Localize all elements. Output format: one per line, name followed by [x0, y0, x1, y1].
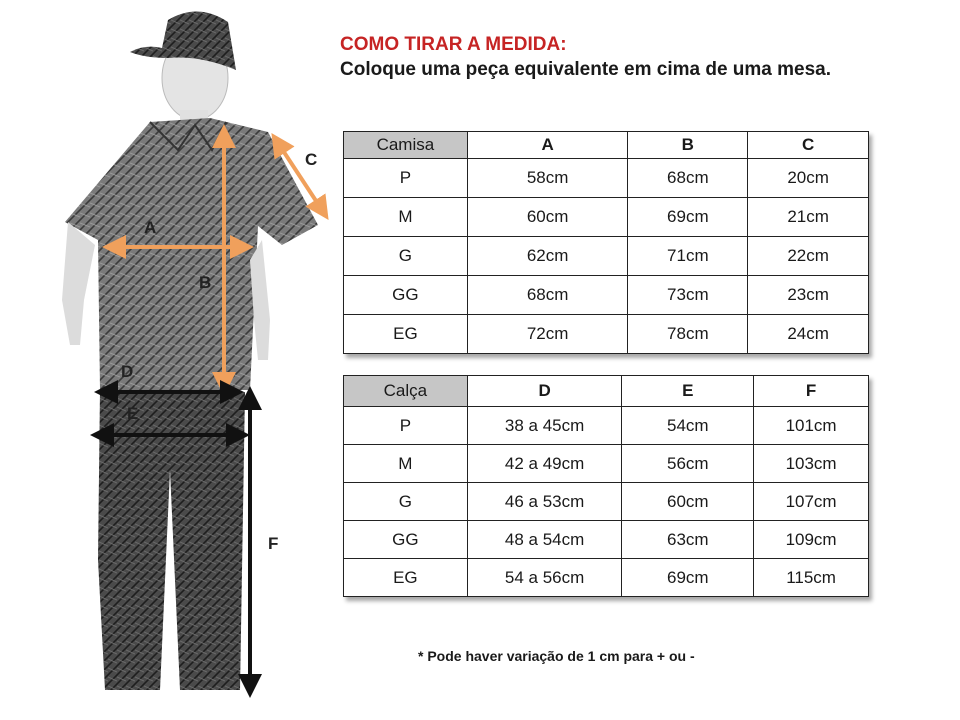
column-header: D [467, 376, 622, 407]
label-f: F [268, 534, 279, 553]
label-d: D [121, 362, 134, 381]
table-cell: 20cm [748, 159, 869, 198]
table-row [344, 276, 869, 315]
table-cell: 72cm [467, 315, 628, 354]
instructions [340, 32, 831, 82]
table-cell: G [344, 237, 468, 276]
table-cell: 42 a 49cm [467, 445, 622, 483]
table-cell: 23cm [748, 276, 869, 315]
table-cell: 109cm [754, 521, 869, 559]
table-cell: 22cm [748, 237, 869, 276]
table-cell: 24cm [748, 315, 869, 354]
table-cell: 71cm [628, 237, 748, 276]
table-header-row [344, 132, 869, 159]
table-cell: 60cm [467, 198, 628, 237]
table-row [344, 159, 869, 198]
table-cell: P [344, 159, 468, 198]
table-cell: 73cm [628, 276, 748, 315]
table-row [344, 198, 869, 237]
table-cell: 54cm [622, 407, 754, 445]
column-header: Calça [344, 376, 468, 407]
label-e: E [127, 404, 139, 423]
column-header: C [748, 132, 869, 159]
table-cell: 54 a 56cm [467, 559, 622, 597]
table-cell: M [344, 445, 468, 483]
column-header: F [754, 376, 869, 407]
shirt-size-table [343, 131, 869, 354]
table-row [344, 237, 869, 276]
column-header: E [622, 376, 754, 407]
table-cell: 46 a 53cm [467, 483, 622, 521]
mannequin-arm-right [250, 240, 270, 360]
column-header: Camisa [344, 132, 468, 159]
table-cell: 101cm [754, 407, 869, 445]
variation-note: * Pode haver variação de 1 cm para + ou - [418, 648, 695, 664]
table-cell: 62cm [467, 237, 628, 276]
table-cell: 69cm [622, 559, 754, 597]
instructions-subtitle: Coloque uma peça equivalente em cima de uma mesa. [340, 59, 832, 80]
table-row [344, 521, 869, 559]
table-cell: 69cm [628, 198, 748, 237]
table-cell: 68cm [467, 276, 628, 315]
measurement-figure [0, 0, 340, 720]
label-b: B [199, 273, 212, 292]
table-cell: 60cm [622, 483, 754, 521]
table-cell: EG [344, 315, 468, 354]
table-cell: 115cm [754, 559, 869, 597]
table-row [344, 483, 869, 521]
table-header-row [344, 376, 869, 407]
label-a: A [144, 218, 157, 237]
column-header: B [628, 132, 748, 159]
table-cell: 103cm [754, 445, 869, 483]
table-row [344, 445, 869, 483]
table-row [344, 407, 869, 445]
table-cell: 38 a 45cm [467, 407, 622, 445]
table-cell: 21cm [748, 198, 869, 237]
table-cell: 48 a 54cm [467, 521, 622, 559]
mannequin-arm-left [62, 222, 95, 345]
table-cell: GG [344, 276, 468, 315]
table-cell: G [344, 483, 468, 521]
table-cell: P [344, 407, 468, 445]
label-c: C [305, 150, 318, 169]
table-cell: 107cm [754, 483, 869, 521]
column-header: A [467, 132, 628, 159]
table-row [344, 559, 869, 597]
table-cell: EG [344, 559, 468, 597]
table-cell: GG [344, 521, 468, 559]
shirt [65, 118, 318, 390]
table-cell: 58cm [467, 159, 628, 198]
table-cell: M [344, 198, 468, 237]
table-row [344, 315, 869, 354]
table-cell: 78cm [628, 315, 748, 354]
pants-size-table [343, 375, 869, 597]
table-cell: 56cm [622, 445, 754, 483]
table-cell: 63cm [622, 521, 754, 559]
table-cell: 68cm [628, 159, 748, 198]
instructions-title: COMO TIRAR A MEDIDA: [340, 34, 567, 55]
